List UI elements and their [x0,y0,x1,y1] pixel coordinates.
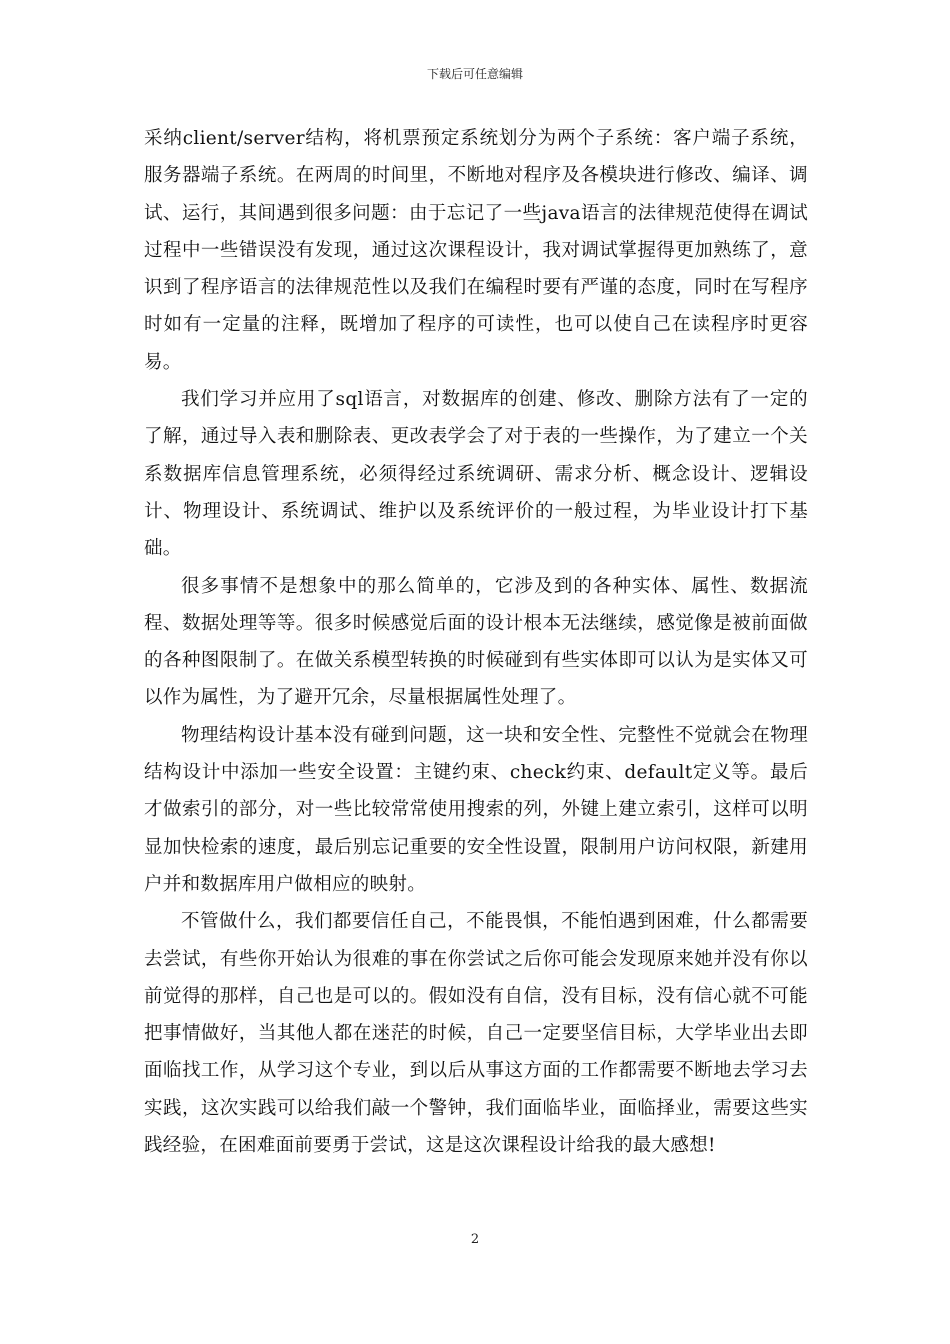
paragraph-complexity: 很多事情不是想象中的那么简单的，它涉及到的各种实体、属性、数据流程、数据处理等等。很多时候感觉后面的设计根本无法继续，感觉像是被前面做的各种图限制了。在做关系模型转换的时候碰到有些实体即可以认为是实体又可以作为属性，为了避开冗余，尽量根据属性处理了。 [144,575,808,709]
paragraph-continuation: 采纳client/server结构，将机票预定系统划分为两个子系统：客户端子系统，服务器端子系统。在两周的时间里，不断地对程序及各模块进行修改、编译、调试、运行，其间遇到很多问题：由于忘记了一些java语言的法律规范使得在调试过程中一些错误没有发现，通过这次课程设计，我对调试掌握得更加熟练了，意识到了程序语言的法律规范性以及我们在编程时要有严谨的态度，同时在写程序时如有一定量的注释，既增加了程序的可读性，也可以使自己在读程序时更容易。 [144,128,808,373]
paragraph-physical-design: 物理结构设计基本没有碰到问题，这一块和安全性、完整性不觉就会在物理结构设计中添加一些安全设置：主键约束、check约束、default定义等。最后才做索引的部分，对一些比较常常使用搜索的列，外键上建立索引，这样可以明显加快检索的速度，最后别忘记重要的安全性设置，限制用户访问权限，新建用户并和数据库用户做相应的映射。 [144,724,808,895]
paragraph-reflection: 不管做什么，我们都要信任自己，不能畏惧，不能怕遇到困难，什么都需要去尝试，有些你开始认为很难的事在你尝试之后你可能会发现原来她并没有你以前觉得的那样，自己也是可以的。假如没有自信，没有目标，没有信心就不可能把事情做好，当其他人都在迷茫的时候，自己一定要坚信目标，大学毕业出去即面临找工作，从学习这个专业，到以后从事这方面的工作都需要不断地去学习去实践，这次实践可以给我们敲一个警钟，我们面临毕业，面临择业，需要这些实践经验，在困难面前要勇于尝试，这是这次课程设计给我的最大感想! [144,911,808,1157]
page-header: 下载后可任意编辑 [426,67,523,81]
paragraph-sql: 我们学习并应用了sql语言，对数据库的创建、修改、删除方法有了一定的了解，通过导入表和删除表、更改表学会了对于表的一些操作，为了建立一个关系数据库信息管理系统，必须得经过系统调研、需求分析、概念设计、逻辑设计、物理设计、系统调试、维护以及系统评价的一般过程，为毕业设计打下基础。 [144,389,808,560]
page-number: 2 [470,1232,480,1247]
document-body [144,120,808,1164]
